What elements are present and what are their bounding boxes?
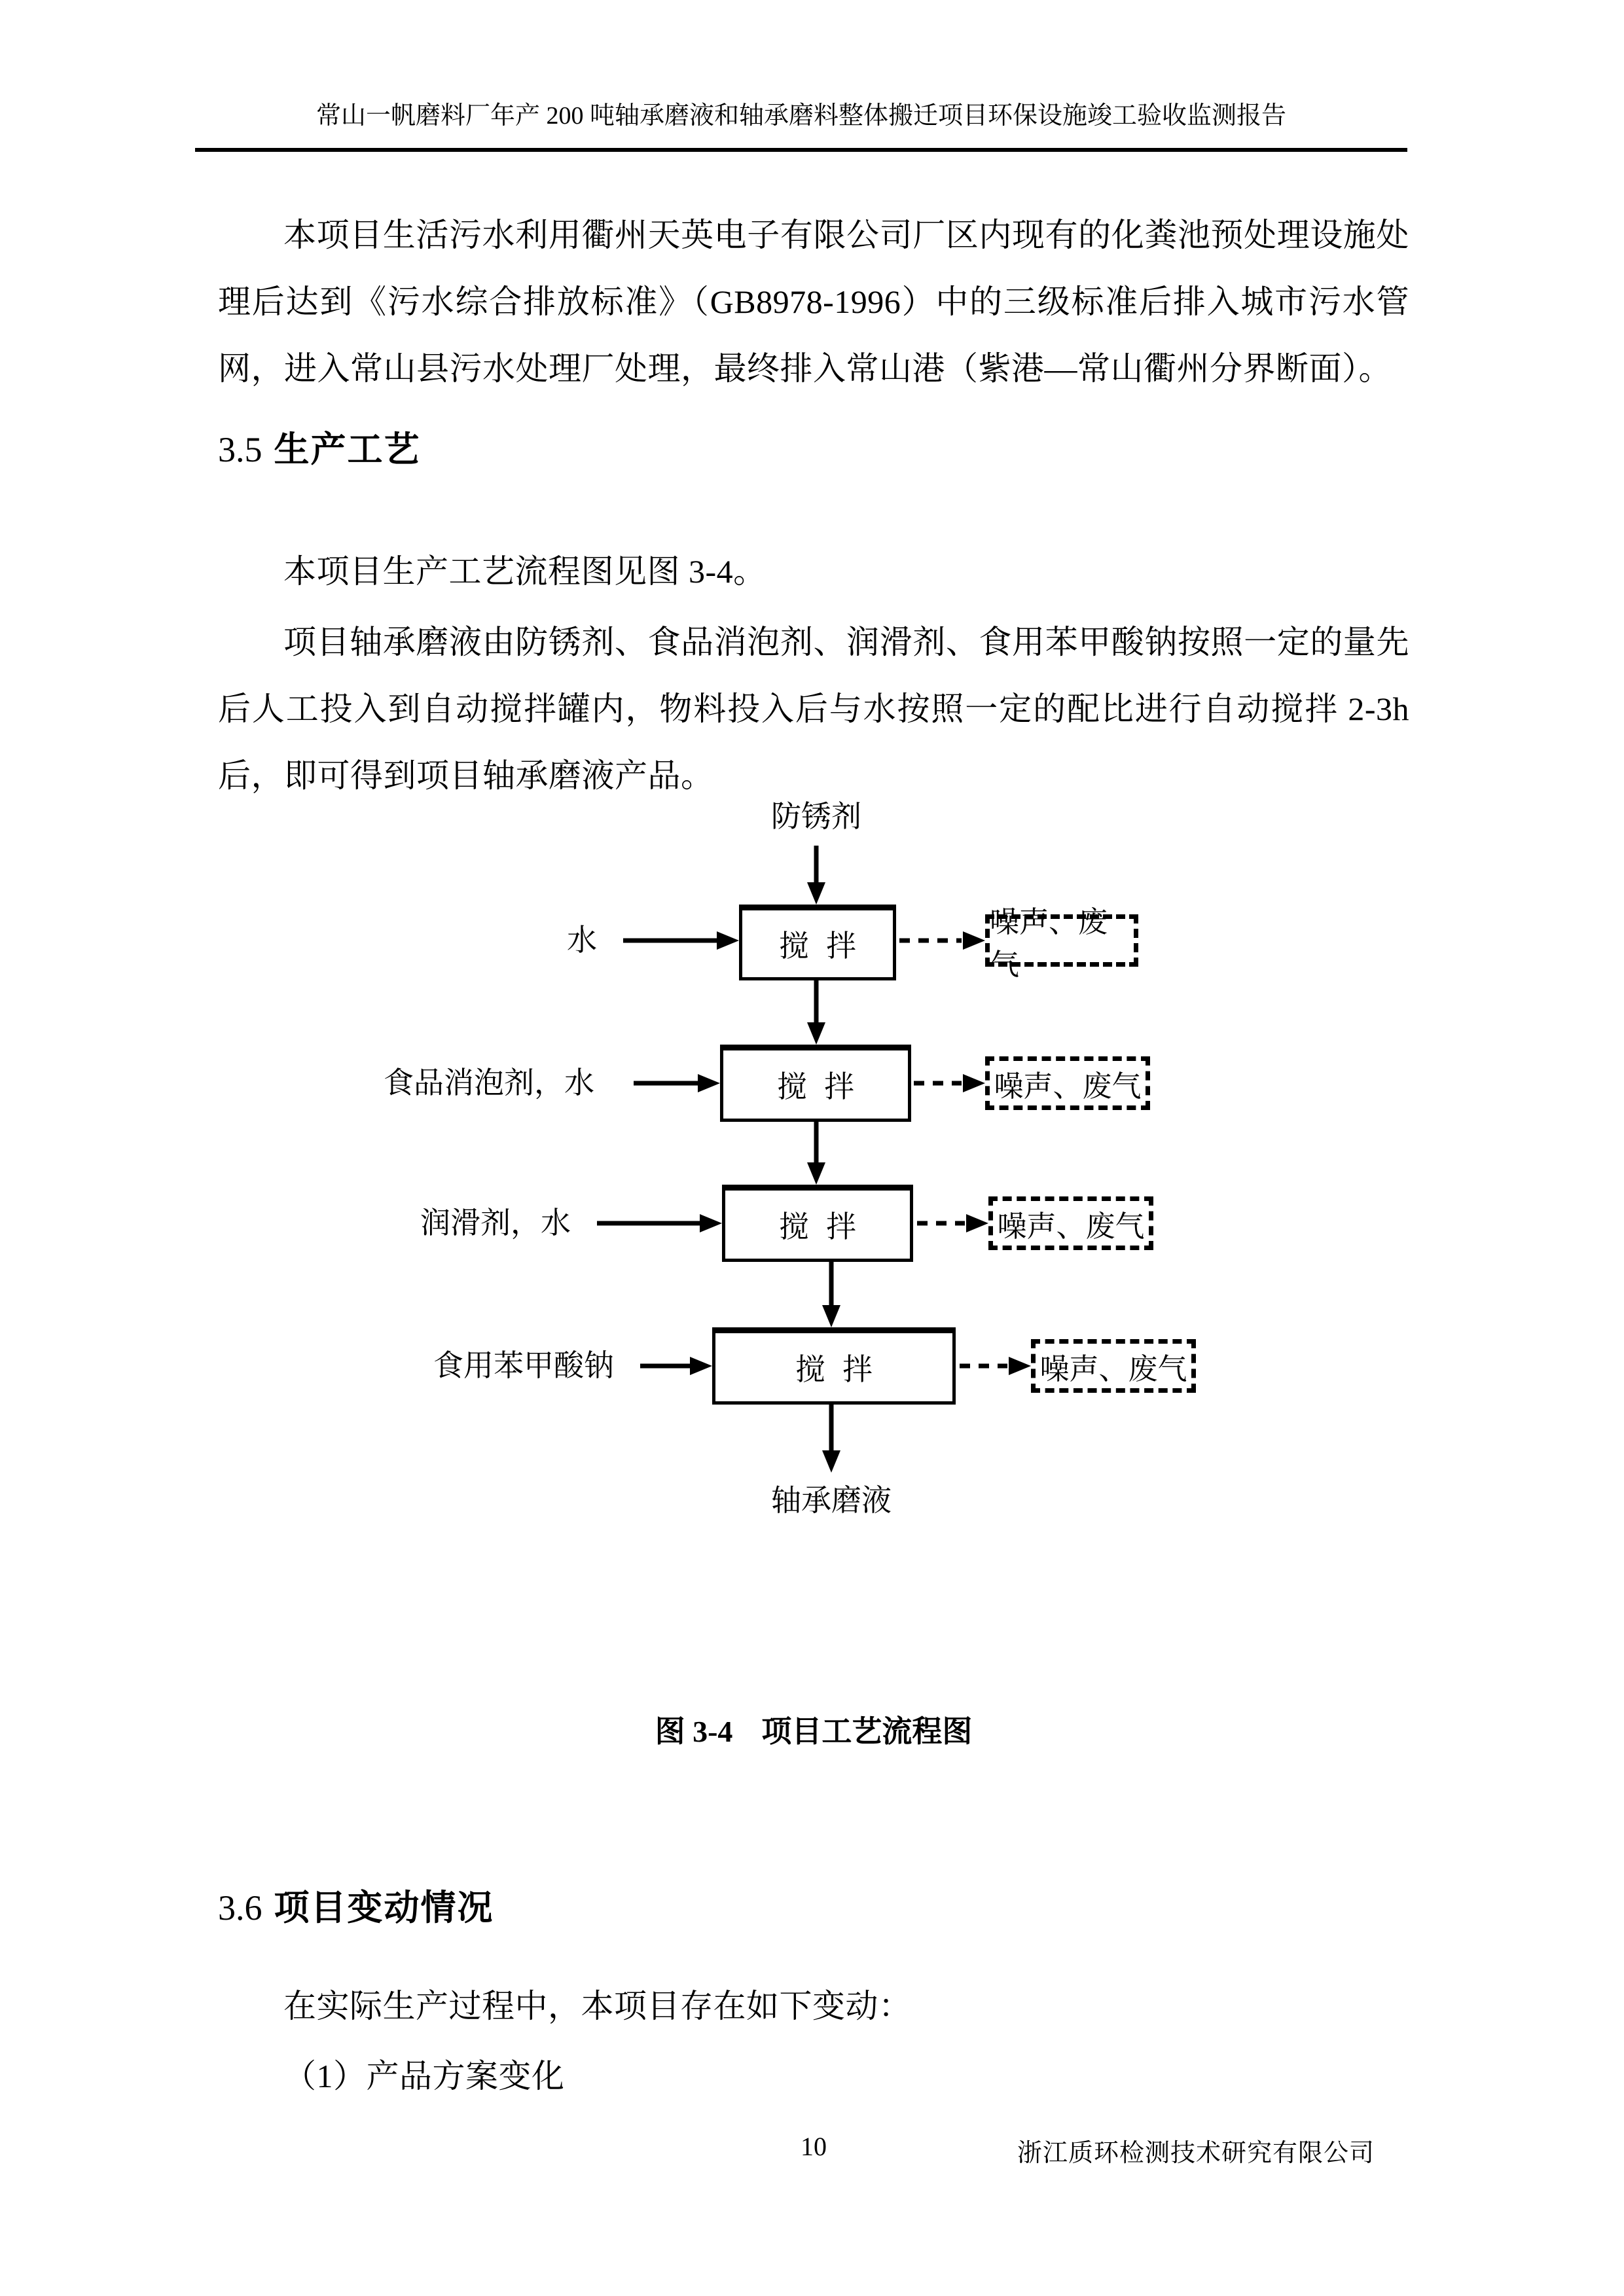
diagram-input-lubricant-label: 润滑剂，水 [420,1206,571,1240]
page-number: 10 [801,2132,827,2161]
diagram-input-benzoate-label: 食用苯甲酸钠 [433,1349,614,1382]
arrow-stir2-to-stir3 [807,1122,825,1185]
dashed-arrow-stir4-emission [960,1357,1031,1375]
arrow-lubricant-to-stir3 [597,1214,722,1232]
process-box-stir-3: 搅拌 [722,1185,913,1262]
paragraph-process-intro: 本项目生产工艺流程图见图 3-4。 [283,553,767,590]
dashed-arrow-stir1-emission [899,931,985,950]
diagram-input-water-label: 水 [567,924,597,957]
paragraph-change-intro: 在实际生产过程中，本项目存在如下变动： [283,1988,912,2024]
arrow-stir4-to-product [822,1405,840,1473]
section-title: 项目变动情况 [274,1888,494,1928]
emission-box-2: 噪声、废气 [985,1056,1150,1110]
footer-company: 浙江质环检测技术研究有限公司 [1017,2140,1375,2167]
process-box-stir-4: 搅拌 [712,1327,956,1405]
figure-caption [218,1713,1409,1750]
emission-box-3: 噪声、废气 [988,1196,1153,1250]
arrow-stir3-to-stir4 [822,1262,840,1327]
emission-box-1: 噪声、废气 [985,914,1138,967]
section-heading-3-5 [218,429,421,470]
section-number: 3.5 [218,430,262,469]
section-heading-3-6 [218,1888,494,1928]
figure-caption-title: 项目工艺流程图 [761,1715,973,1748]
process-box-stir-1: 搅拌 [739,905,896,980]
emission-box-4: 噪声、废气 [1031,1339,1196,1393]
header-rule [195,148,1407,152]
diagram-input-antirust-label: 防锈剂 [771,800,861,833]
section-title: 生产工艺 [274,430,421,469]
arrow-water-to-stir1 [623,931,739,950]
paragraph-wastewater: 本项目生活污水利用衢州天英电子有限公司厂区内现有的化粪池预处理设施处理后达到《污水综合排放标准》（GB8978-1996）中的三级标准后排入城市污水管网，进入常山县污水处理厂处理，最终排入常山港（紫港—常山衢州分界断面）。 [218,217,1409,387]
header-title: 常山一帆磨料厂年产 200 吨轴承磨液和轴承磨料整体搬迁项目环保设施竣工验收监测报告 [316,102,1286,130]
dashed-arrow-stir3-emission [917,1214,988,1232]
paragraph-process-detail: 项目轴承磨液由防锈剂、食品消泡剂、润滑剂、食用苯甲酸钠按照一定的量先后人工投入到自动搅拌罐内，物料投入后与水按照一定的配比进行自动搅拌 2-3h 后，即可得到项目轴承磨液产品。 [218,624,1409,794]
figure-caption-label: 图 3-4 [655,1715,733,1748]
section-number: 3.6 [218,1888,262,1928]
arrow-antirust-to-stir1 [807,846,825,905]
diagram-input-defoamer-label: 食品消泡剂，水 [384,1066,594,1100]
arrow-benzoate-to-stir4 [640,1357,712,1375]
diagram-product-label: 轴承磨液 [771,1484,892,1517]
process-box-stir-2: 搅拌 [720,1045,911,1122]
arrow-stir1-to-stir2 [807,980,825,1045]
arrow-defoamer-to-stir2 [634,1074,720,1092]
dashed-arrow-stir2-emission [914,1074,985,1092]
paragraph-change-item-1: （1）产品方案变化 [283,2058,565,2094]
